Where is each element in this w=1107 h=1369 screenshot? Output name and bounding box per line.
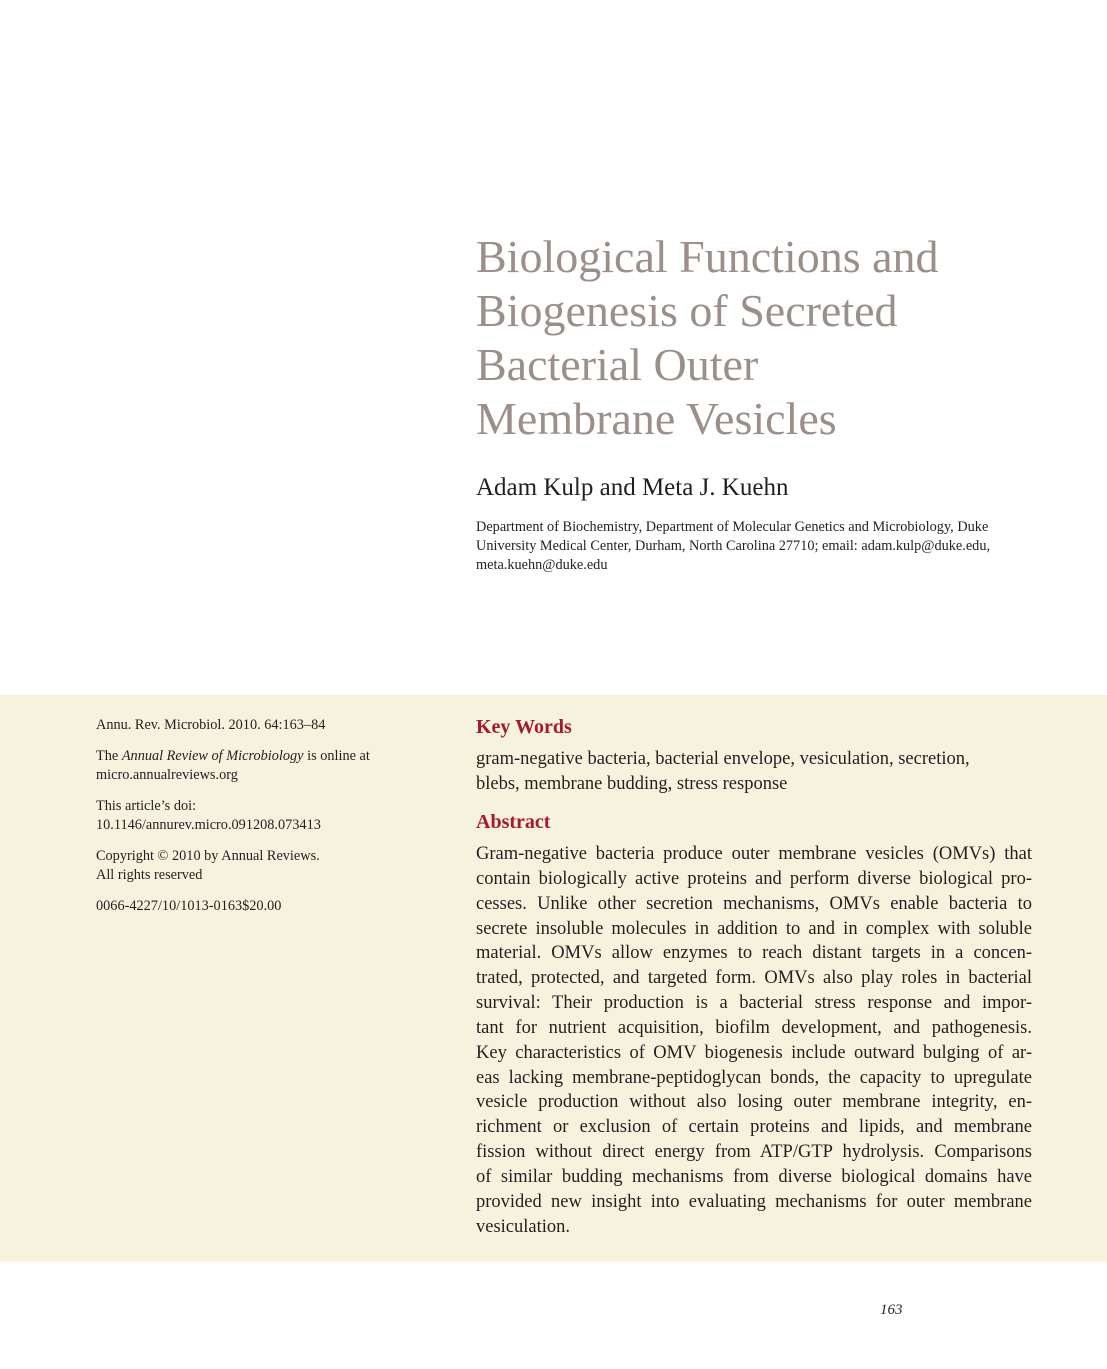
issn-block xyxy=(96,897,396,917)
title-line: Biological Functions and xyxy=(476,231,939,282)
abstract-line: vesiculation. xyxy=(476,1216,571,1237)
online-prefix: The xyxy=(96,747,122,764)
online-suffix: is online at xyxy=(303,747,370,764)
affiliation-line: Department of Biochemistry, Department of Molecular Genetics and Microbiology, Duke xyxy=(476,519,989,535)
keywords-line: blebs, membrane budding, stress response xyxy=(476,774,788,794)
abstract-heading: Abstract xyxy=(476,811,551,833)
issn-code: 0066-4227/10/1013-0163$20.00 xyxy=(96,897,282,914)
author-names: Adam Kulp and Meta J. Kuehn xyxy=(476,474,789,501)
abstract-line: secrete insoluble molecules in addition to and in complex with soluble xyxy=(476,918,1032,939)
abstract-line: survival: Their production is a bacterial stress response and impor- xyxy=(476,993,1032,1014)
copyright-block xyxy=(96,847,396,886)
abstract-line: Gram-negative bacteria produce outer membrane vesicles (OMVs) that xyxy=(476,844,1032,864)
author-affiliation xyxy=(476,518,1036,575)
page-number: 163 xyxy=(880,1302,903,1318)
rights-line: All rights reserved xyxy=(96,867,203,883)
article-title xyxy=(476,230,1036,446)
affiliation-line: meta.kuehn@duke.edu xyxy=(476,557,608,573)
journal-url: micro.annualreviews.org xyxy=(96,767,238,783)
abstract-line: vesicle production without also losing outer membrane integrity, en- xyxy=(476,1092,1032,1113)
doi-value: 10.1146/annurev.micro.091208.073413 xyxy=(96,817,321,833)
journal-name: Annual Review of Microbiology xyxy=(121,747,304,764)
abstract-line: tant for nutrient acquisition, biofilm development, and pathogenesis. xyxy=(476,1017,1032,1038)
journal-citation: Annu. Rev. Microbiol. 2010. 64:163–84 xyxy=(96,717,326,733)
citation-block xyxy=(96,716,396,736)
abstract-line: material. OMVs allow enzymes to reach distant targets in a concen- xyxy=(476,943,1032,964)
abstract-column xyxy=(476,714,1032,1240)
doi-block xyxy=(96,797,396,836)
keywords-list xyxy=(476,747,1032,797)
abstract-line: Key characteristics of OMV biogenesis include outward bulging of ar- xyxy=(476,1042,1032,1063)
abstract-line: eas lacking membrane-peptidoglycan bonds, the capacity to upregulate xyxy=(476,1067,1032,1088)
online-statement xyxy=(96,747,396,767)
doi-label: This article’s doi: xyxy=(96,797,197,814)
abstract-line: trated, protected, and targeted form. OMVs also play roles in bacterial xyxy=(476,968,1032,989)
copyright-line: Copyright © 2010 by Annual Reviews. xyxy=(96,847,320,864)
affiliation-line: University Medical Center, Durham, North Carolina 27710; email: adam.kulp@duke.edu, xyxy=(476,538,991,554)
abstract-line: richment or exclusion of certain proteins and lipids, and membrane xyxy=(476,1117,1032,1138)
abstract-line: contain biologically active proteins and perform diverse biological pro- xyxy=(476,868,1032,889)
abstract-line: cesses. Unlike other secretion mechanisms, OMVs enable bacteria to xyxy=(476,893,1032,914)
title-line: Bacterial Outer xyxy=(476,339,759,390)
abstract-line: of similar budding mechanisms from diverse biological domains have xyxy=(476,1166,1032,1187)
abstract-line: fission without direct energy from ATP/GTP hydrolysis. Comparisons xyxy=(476,1142,1032,1163)
online-block xyxy=(96,747,396,786)
title-line: Biogenesis of Secreted xyxy=(476,285,898,336)
keywords-line: gram-negative bacteria, bacterial envelope, vesiculation, secretion, xyxy=(476,749,970,769)
title-line: Membrane Vesicles xyxy=(476,393,837,444)
article-info-sidebar xyxy=(96,716,396,927)
keywords-heading: Key Words xyxy=(476,716,572,738)
abstract-text xyxy=(476,842,1032,1240)
abstract-line: provided new insight into evaluating mechanisms for outer membrane xyxy=(476,1191,1032,1212)
